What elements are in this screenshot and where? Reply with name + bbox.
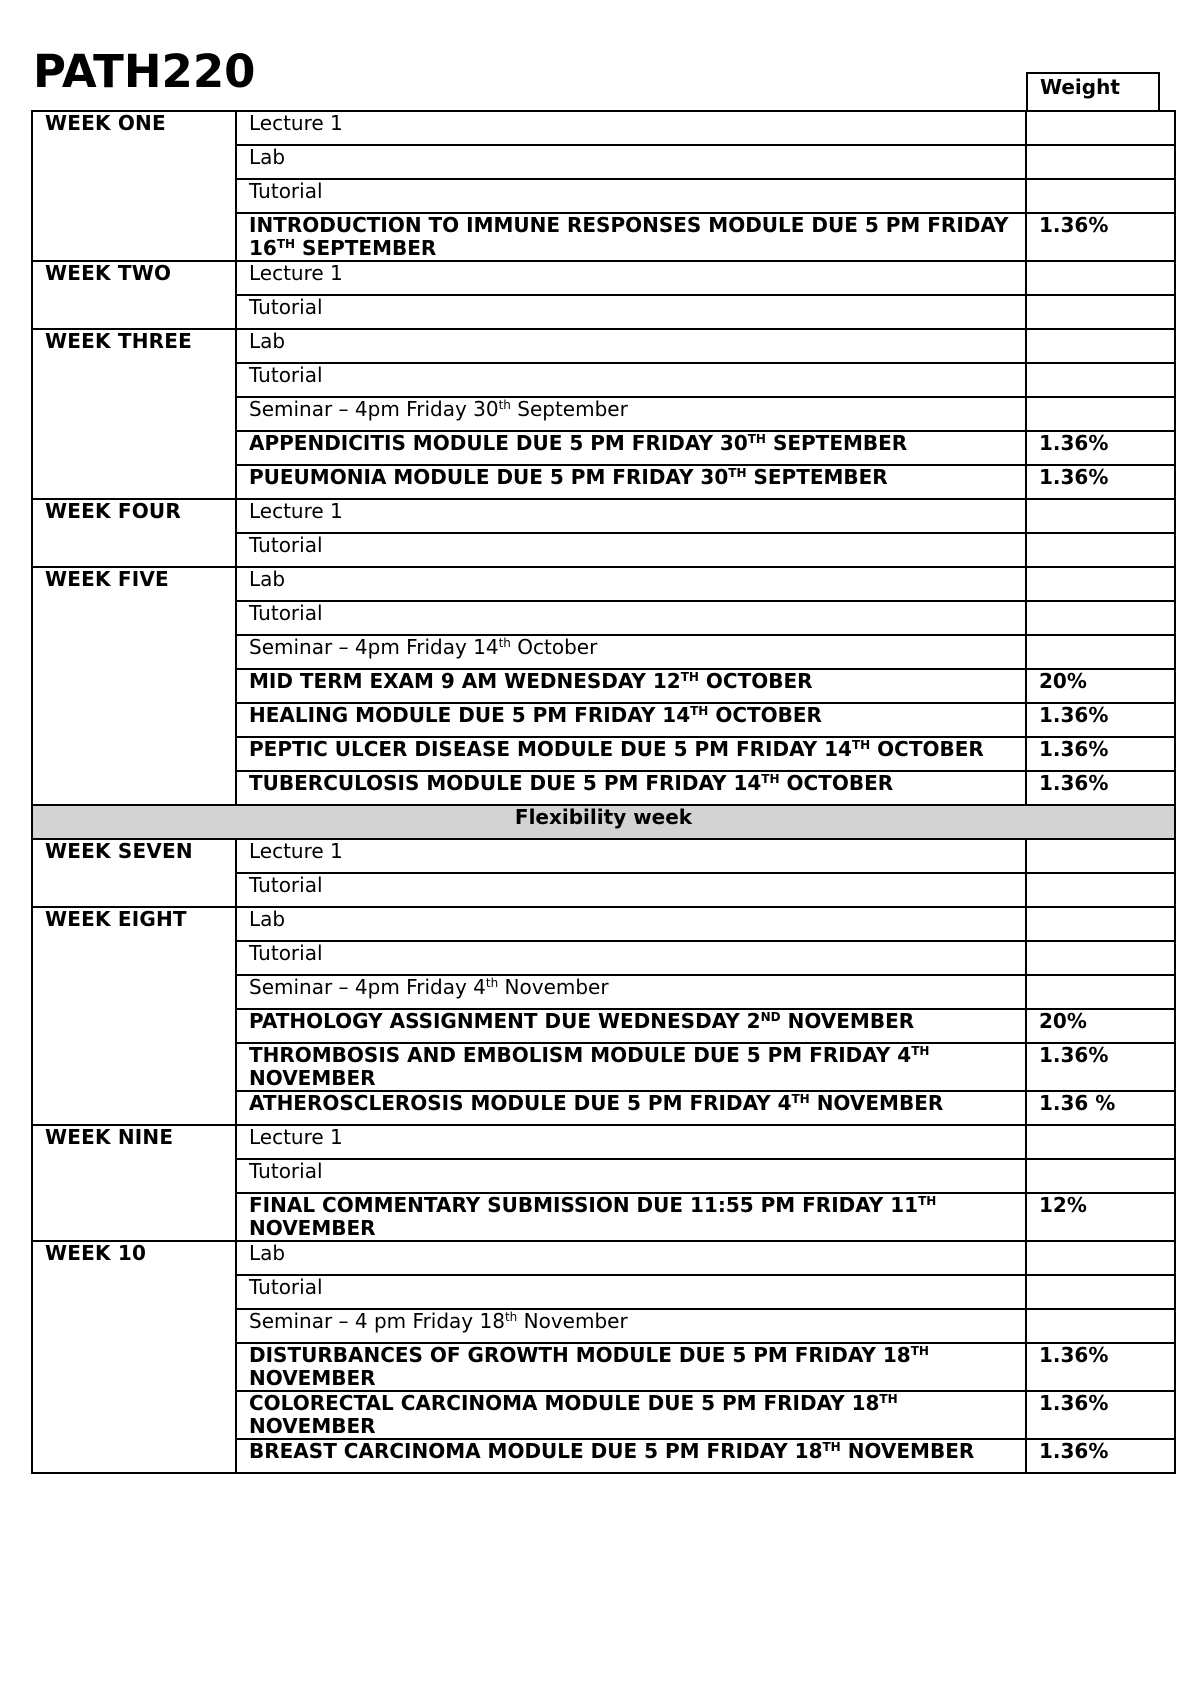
weight-value [1026,873,1175,907]
schedule-item [236,397,1026,431]
schedule-item [236,703,1026,737]
schedule-item [236,975,1026,1009]
schedule-item [236,179,1026,213]
item-text: Tutorial [249,941,323,965]
item-text: PATHOLOGY ASSIGNMENT DUE WEDNESDAY 2 [249,1009,761,1033]
item-text-month: SEPTEMBER [765,431,908,455]
item-text: Tutorial [249,533,323,557]
schedule-item [236,907,1026,941]
schedule-item [236,567,1026,601]
weight-value: 1.36% [1026,771,1175,805]
item-text: Lab [249,329,286,353]
ordinal-suffix: TH [276,237,296,251]
schedule-item [236,1439,1026,1473]
schedule-item [236,465,1026,499]
item-text: Tutorial [249,873,323,897]
weight-value: 1.36% [1026,1343,1175,1391]
table-row [32,111,1175,145]
schedule-item [236,145,1026,179]
weight-value: 1.36% [1026,213,1175,261]
schedule-item [236,1009,1026,1043]
ordinal-suffix: th [485,976,499,990]
schedule-item [236,873,1026,907]
week-label: WEEK ONE [32,111,236,261]
schedule-item [236,213,1026,261]
weight-value: 1.36% [1026,703,1175,737]
item-text: HEALING MODULE DUE 5 PM FRIDAY 14 [249,703,691,727]
week-label: WEEK EIGHT [32,907,236,1125]
weight-column-header: Weight [1026,72,1160,112]
item-text: Seminar – 4 pm Friday 18 [249,1309,505,1333]
ordinal-suffix: ND [760,1010,781,1024]
item-text: Lecture 1 [249,499,343,523]
weight-value [1026,1309,1175,1343]
weight-value [1026,635,1175,669]
ordinal-suffix: TH [728,466,747,480]
item-text-month: NOVEMBER [780,1009,915,1033]
schedule-item [236,261,1026,295]
item-text: Tutorial [249,179,323,203]
table-row [32,567,1175,601]
schedule-item [236,1275,1026,1309]
item-text-month: OCTOBER [698,669,813,693]
item-text-month: NOVEMBER [249,1216,376,1240]
schedule-item [236,1091,1026,1125]
item-text: TUBERCULOSIS MODULE DUE 5 PM FRIDAY 14 [249,771,762,795]
page-title: PATH220 [33,45,256,98]
weight-value [1026,533,1175,567]
item-text: Lecture 1 [249,261,343,285]
ordinal-suffix: TH [879,1392,898,1406]
weight-value [1026,363,1175,397]
weight-value [1026,1241,1175,1275]
item-text-month: October [510,635,598,659]
ordinal-suffix: TH [761,772,780,786]
ordinal-suffix: TH [822,1440,841,1454]
weight-value [1026,329,1175,363]
weight-value [1026,145,1175,179]
item-text: Lecture 1 [249,111,343,135]
item-text: Lab [249,1241,286,1265]
weight-value [1026,975,1175,1009]
ordinal-suffix: TH [747,432,766,446]
item-text: COLORECTAL CARCINOMA MODULE DUE 5 PM FRIDAY 18 [249,1391,880,1415]
item-text: Seminar – 4pm Friday 4 [249,975,486,999]
schedule-item [236,1125,1026,1159]
schedule-item [236,839,1026,873]
item-text-month: NOVEMBER [840,1439,975,1463]
table-row [32,1125,1175,1159]
weight-value: 1.36% [1026,1043,1175,1091]
item-text: THROMBOSIS AND EMBOLISM MODULE DUE 5 PM FRIDAY 4 [249,1043,912,1067]
schedule-item [236,1193,1026,1241]
item-text: DISTURBANCES OF GROWTH MODULE DUE 5 PM FRIDAY 18 [249,1343,911,1367]
weight-value: 12% [1026,1193,1175,1241]
weight-value [1026,567,1175,601]
item-text-month: September [510,397,628,421]
weight-value: 1.36% [1026,1391,1175,1439]
schedule-item [236,111,1026,145]
item-text: ATHEROSCLEROSIS MODULE DUE 5 PM FRIDAY 4 [249,1091,792,1115]
weight-value [1026,907,1175,941]
item-text: Lecture 1 [249,1125,343,1149]
item-text-month: NOVEMBER [249,1366,376,1390]
ordinal-suffix: th [498,636,511,650]
item-text: MID TERM EXAM 9 AM WEDNESDAY 12 [249,669,681,693]
flexibility-week-label: Flexibility week [32,805,1175,839]
item-text-month: NOVEMBER [809,1091,944,1115]
weight-value: 20% [1026,1009,1175,1043]
schedule-item [236,1241,1026,1275]
week-label: WEEK FOUR [32,499,236,567]
weight-value [1026,261,1175,295]
weight-value [1026,499,1175,533]
item-text-month: NOVEMBER [249,1414,376,1438]
weight-value [1026,839,1175,873]
ordinal-suffix: th [498,398,511,412]
table-row [32,907,1175,941]
schedule-item [236,737,1026,771]
item-text: Tutorial [249,363,323,387]
table-row [32,1241,1175,1275]
item-text: Lecture 1 [249,839,343,863]
item-text: Lab [249,567,286,591]
schedule-item [236,1309,1026,1343]
weight-value: 1.36% [1026,431,1175,465]
table-row [32,499,1175,533]
schedule-body [32,111,1175,1473]
item-text-month: OCTOBER [779,771,894,795]
item-text: APPENDICITIS MODULE DUE 5 PM FRIDAY 30 [249,431,748,455]
week-label: WEEK FIVE [32,567,236,805]
item-text: Seminar – 4pm Friday 30 [249,397,499,421]
item-text: Lab [249,145,286,169]
weight-value: 1.36% [1026,1439,1175,1473]
ordinal-suffix: th [504,1310,518,1324]
item-text: INTRODUCTION TO IMMUNE RESPONSES MODULE DUE 5 PM FRIDAY 16 [249,213,1009,260]
schedule-table [31,110,1176,1474]
week-label: WEEK 10 [32,1241,236,1473]
ordinal-suffix: TH [680,670,699,684]
table-row [32,329,1175,363]
item-text-month: SEPTEMBER [295,236,437,260]
ordinal-suffix: TH [791,1092,810,1106]
weight-value: 1.36% [1026,465,1175,499]
schedule-item [236,329,1026,363]
item-text: Tutorial [249,601,323,625]
schedule-item [236,1343,1026,1391]
weight-value [1026,111,1175,145]
week-label: WEEK SEVEN [32,839,236,907]
schedule-item [236,295,1026,329]
item-text: Tutorial [249,295,323,319]
flexibility-week-row [32,805,1175,839]
item-text-month: SEPTEMBER [746,465,888,489]
weight-value: 1.36% [1026,737,1175,771]
ordinal-suffix: TH [851,738,871,752]
item-text-month: OCTOBER [870,737,984,761]
schedule-item [236,1159,1026,1193]
schedule-item [236,431,1026,465]
item-text-month: November [498,975,609,999]
schedule-item [236,601,1026,635]
item-text-month: November [517,1309,628,1333]
table-row [32,261,1175,295]
item-text: Tutorial [249,1159,323,1183]
weight-value [1026,601,1175,635]
schedule-item [236,1043,1026,1091]
week-label: WEEK NINE [32,1125,236,1241]
schedule-item [236,499,1026,533]
item-text: Seminar – 4pm Friday 14 [249,635,499,659]
schedule-item [236,669,1026,703]
item-text: PEPTIC ULCER DISEASE MODULE DUE 5 PM FRIDAY 14 [249,737,852,761]
item-text-month: NOVEMBER [249,1066,376,1090]
weight-value [1026,1275,1175,1309]
schedule-item [236,533,1026,567]
schedule-item [236,363,1026,397]
week-label: WEEK THREE [32,329,236,499]
item-text: Tutorial [249,1275,323,1299]
week-label: WEEK TWO [32,261,236,329]
item-text: BREAST CARCINOMA MODULE DUE 5 PM FRIDAY 18 [249,1439,823,1463]
item-text: FINAL COMMENTARY SUBMISSION DUE 11:55 PM FRIDAY 11 [249,1193,919,1217]
ordinal-suffix: TH [911,1044,930,1058]
item-text: PUEUMONIA MODULE DUE 5 PM FRIDAY 30 [249,465,729,489]
schedule-item [236,941,1026,975]
weight-value [1026,397,1175,431]
weight-value [1026,295,1175,329]
schedule-item [236,1391,1026,1439]
item-text-month: OCTOBER [708,703,822,727]
weight-value [1026,941,1175,975]
schedule-item [236,771,1026,805]
weight-value [1026,1159,1175,1193]
item-text: Lab [249,907,286,931]
weight-value [1026,1125,1175,1159]
ordinal-suffix: TH [918,1194,937,1208]
table-row [32,839,1175,873]
schedule-item [236,635,1026,669]
ordinal-suffix: TH [690,704,709,718]
weight-value: 20% [1026,669,1175,703]
ordinal-suffix: TH [910,1344,929,1358]
weight-value [1026,179,1175,213]
weight-value: 1.36 % [1026,1091,1175,1125]
